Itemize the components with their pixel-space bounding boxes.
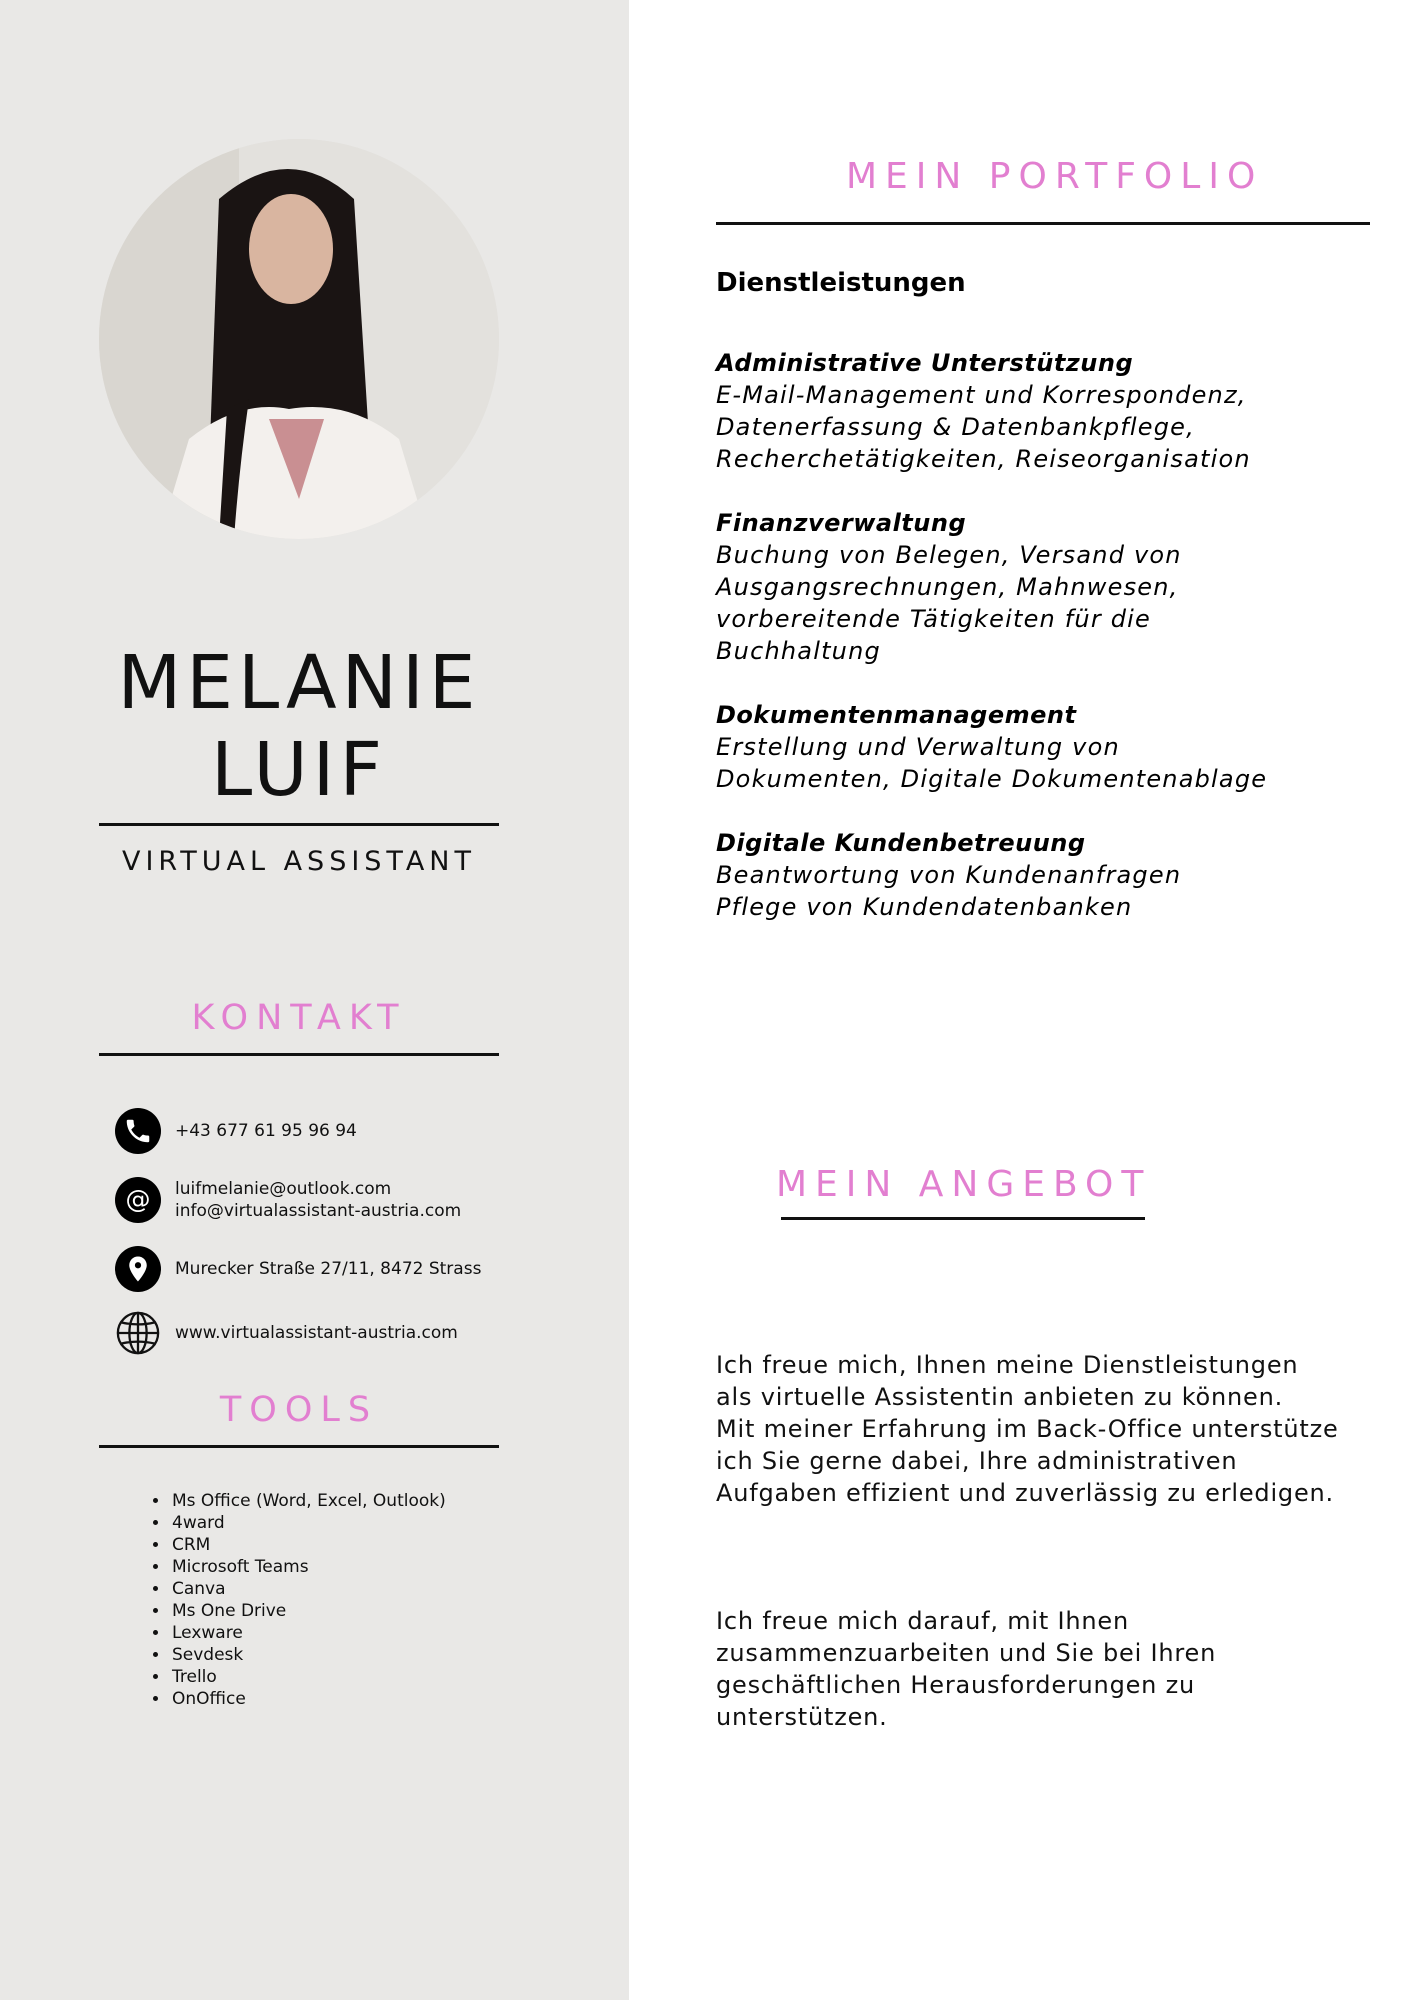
job-title: VIRTUAL ASSISTANT bbox=[122, 846, 476, 877]
tool-item: • Trello bbox=[170, 1666, 446, 1688]
tool-item: • 4ward bbox=[170, 1512, 446, 1534]
tool-item: • Microsoft Teams bbox=[170, 1556, 446, 1578]
contact-divider bbox=[99, 1053, 499, 1056]
portfolio-heading: MEIN PORTFOLIO bbox=[846, 156, 1264, 197]
tool-item: • Canva bbox=[170, 1578, 446, 1600]
name-divider bbox=[99, 823, 499, 826]
last-name: LUIF bbox=[210, 727, 388, 813]
contact-address bbox=[115, 1246, 481, 1292]
phone-icon bbox=[115, 1108, 161, 1154]
tool-item: • OnOffice bbox=[170, 1688, 446, 1710]
tool-item: • CRM bbox=[170, 1534, 446, 1556]
offer-divider bbox=[781, 1217, 1145, 1220]
tool-item: • Lexware bbox=[170, 1622, 446, 1644]
email-secondary[interactable]: info@virtualassistant-austria.com bbox=[175, 1201, 462, 1221]
phone-number[interactable]: +43 677 61 95 96 94 bbox=[175, 1121, 357, 1141]
offer-paragraph-1: Ich freue mich, Ihnen meine Dienstleistungen als virtuelle Assistentin anbieten zu können. Mit meiner Erfahrung im Back-Office unterstütze ich Sie gerne dabei, Ihre administrativen Aufgaben effizient und zuverlässig zu erledigen. bbox=[716, 1351, 1339, 1507]
service-description: Beantwortung von Kundenanfragen Pflege von Kundendatenbanken bbox=[716, 861, 1182, 921]
tool-item: • Sevdesk bbox=[170, 1644, 446, 1666]
address-text: Murecker Straße 27/11, 8472 Strass bbox=[175, 1259, 482, 1279]
email-list bbox=[175, 1178, 461, 1222]
portfolio-divider bbox=[716, 222, 1370, 225]
offer-heading: MEIN ANGEBOT bbox=[776, 1164, 1152, 1205]
contact-heading: KONTAKT bbox=[191, 998, 407, 1038]
service-item bbox=[716, 827, 1336, 923]
offer-text bbox=[716, 1317, 1356, 1765]
tools-heading: TOOLS bbox=[219, 1390, 379, 1430]
email-primary[interactable]: luifmelanie@outlook.com bbox=[175, 1179, 392, 1199]
service-description: Buchung von Belegen, Versand von Ausgangsrechnungen, Mahnwesen, vorbereitende Tätigkeiten für die Buchhaltung bbox=[716, 541, 1182, 665]
tool-item: • Ms One Drive bbox=[170, 1600, 446, 1622]
tools-list bbox=[150, 1490, 446, 1710]
services-label: Dienstleistungen bbox=[716, 268, 966, 298]
contact-website bbox=[115, 1310, 458, 1356]
globe-icon bbox=[115, 1310, 161, 1356]
profile-photo bbox=[99, 139, 499, 539]
service-item bbox=[716, 347, 1336, 475]
service-title: Administrative Unterstützung bbox=[716, 349, 1134, 377]
tools-divider bbox=[99, 1445, 499, 1448]
services-list bbox=[716, 347, 1336, 955]
svg-text:@: @ bbox=[125, 1185, 151, 1214]
website-link[interactable]: www.virtualassistant-austria.com bbox=[175, 1323, 458, 1343]
first-name: MELANIE bbox=[117, 640, 481, 726]
service-title: Digitale Kundenbetreuung bbox=[716, 829, 1086, 857]
contact-phone bbox=[115, 1108, 357, 1154]
at-sign-icon bbox=[115, 1177, 161, 1223]
service-item bbox=[716, 507, 1336, 667]
service-description: Erstellung und Verwaltung von Dokumenten, Digitale Dokumentenablage bbox=[716, 733, 1268, 793]
contact-email bbox=[115, 1177, 461, 1223]
offer-paragraph-2: Ich freue mich darauf, mit Ihnen zusammenzuarbeiten und Sie bei Ihren geschäftlichen Herausforderungen zu unterstützen. bbox=[716, 1607, 1217, 1731]
service-title: Finanzverwaltung bbox=[716, 509, 967, 537]
service-title: Dokumentenmanagement bbox=[716, 701, 1077, 729]
tool-item: • Ms Office (Word, Excel, Outlook) bbox=[170, 1490, 446, 1512]
service-item bbox=[716, 699, 1336, 795]
service-description: E-Mail-Management und Korrespondenz, Datenerfassung & Datenbankpflege, Recherchetätigkeiten, Reiseorganisation bbox=[716, 381, 1251, 473]
location-pin-icon bbox=[115, 1246, 161, 1292]
